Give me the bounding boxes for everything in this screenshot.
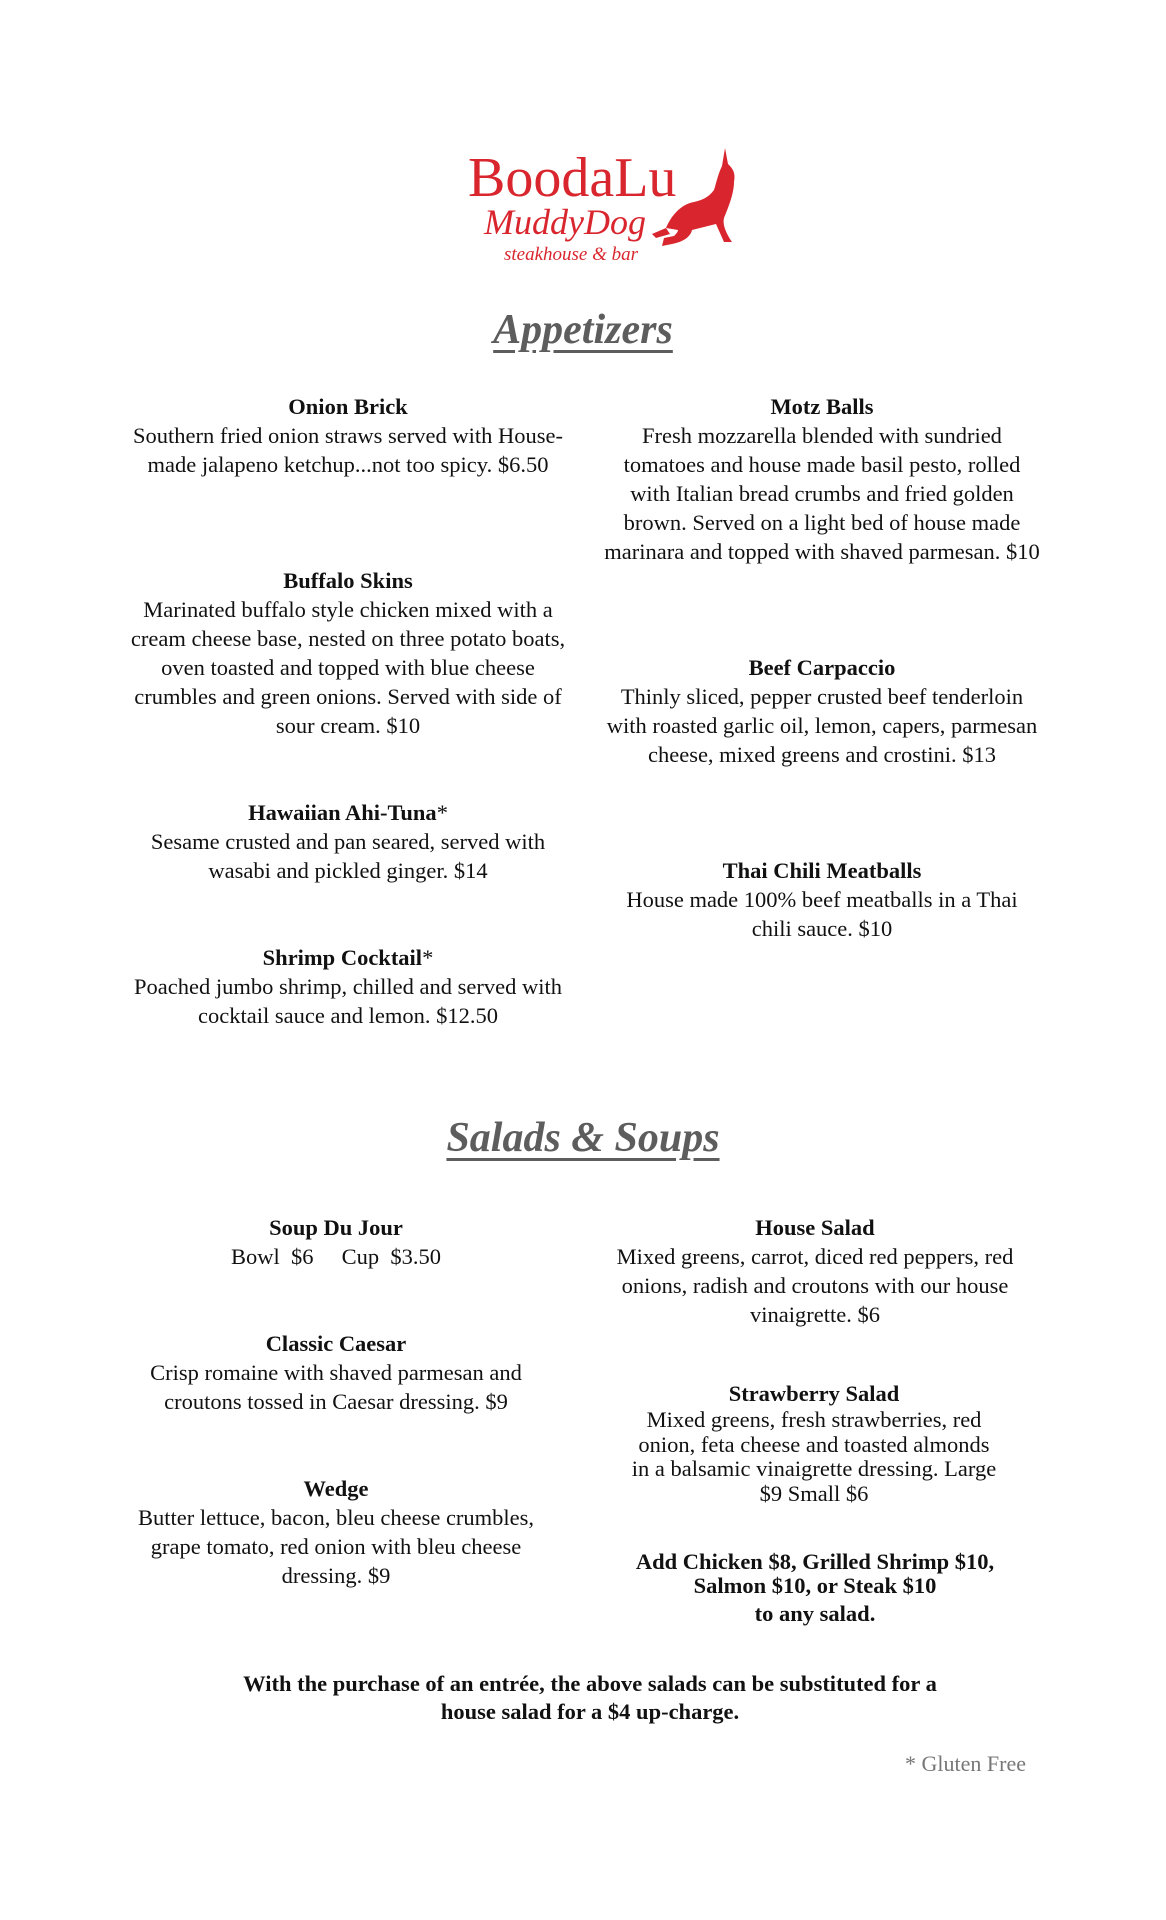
item-description: Mixed greens, carrot, diced red peppers, red onions, radish and croutons with our house vinaigrette. $6 xyxy=(616,1244,1014,1327)
menu-item-wedge xyxy=(126,1474,546,1590)
salad-addon-note xyxy=(600,1548,1030,1628)
item-name: Hawaiian Ahi-Tuna xyxy=(248,800,437,825)
salads-soups-heading: Salads & Soups xyxy=(446,1115,720,1161)
item-description: Mixed greens, fresh strawberries, red onion, feta cheese and toasted almonds in a balsamic vinaigrette dressing. Large $9 Small $6 xyxy=(631,1407,997,1506)
menu-item-soup-du-jour xyxy=(126,1213,546,1271)
gluten-free-marker: * xyxy=(422,945,434,970)
item-name: Classic Caesar xyxy=(265,1331,407,1356)
addon-line-2: Salmon $10, or Steak $10 xyxy=(693,1573,937,1598)
menu-item-thai-chili-meatballs xyxy=(604,856,1040,943)
item-name: Strawberry Salad xyxy=(728,1381,900,1406)
menu-item-onion-brick xyxy=(130,392,566,479)
item-name: Onion Brick xyxy=(288,394,408,419)
substitution-line-1: With the purchase of an entrée, the above salads can be substituted for a xyxy=(243,1671,937,1696)
item-name: Thai Chili Meatballs xyxy=(722,858,922,883)
salad-substitution-note xyxy=(160,1670,1020,1726)
item-description: House made 100% beef meatballs in a Thai chili sauce. $10 xyxy=(626,887,1018,941)
addon-line-3: to any salad. xyxy=(754,1601,876,1626)
item-description: Fresh mozzarella blended with sundried tomatoes and house made basil pesto, rolled with Italian bread crumbs and fried golden brown. Served on a light bed of house made marinara and topped with shaved parmesan. $10 xyxy=(604,423,1040,564)
item-description: Southern fried onion straws served with House-made jalapeno ketchup...not too spicy. $6.50 xyxy=(133,423,563,477)
item-name: Beef Carpaccio xyxy=(748,655,896,680)
menu-item-shrimp-cocktail xyxy=(130,943,566,1030)
appetizers-heading: Appetizers xyxy=(493,307,673,353)
menu-item-beef-carpaccio xyxy=(604,653,1040,769)
item-description: Marinated buffalo style chicken mixed with a cream cheese base, nested on three potato boats, oven toasted and topped with blue cheese crumbles and green onions. Served with side of sour cream. $10 xyxy=(130,597,566,738)
menu-item-strawberry-salad xyxy=(628,1380,1000,1506)
menu-item-hawaiian-ahi-tuna xyxy=(130,798,566,885)
item-description: Thinly sliced, pepper crusted beef tenderloin with roasted garlic oil, lemon, capers, parmesan cheese, mixed greens and crostini. $13 xyxy=(606,684,1038,767)
brand-logo xyxy=(466,138,736,268)
gluten-free-marker: * xyxy=(436,800,448,825)
menu-item-motz-balls xyxy=(604,392,1040,566)
menu-item-buffalo-skins xyxy=(130,566,566,740)
menu-item-house-salad xyxy=(600,1213,1030,1329)
item-name: Buffalo Skins xyxy=(283,568,413,593)
item-description: Butter lettuce, bacon, bleu cheese crumbles, grape tomato, red onion with bleu cheese dressing. $9 xyxy=(137,1505,535,1588)
logo-tagline: steakhouse & bar xyxy=(504,244,639,265)
item-description: Sesame crusted and pan seared, served with wasabi and pickled ginger. $14 xyxy=(150,829,546,883)
item-name: Shrimp Cocktail xyxy=(262,945,423,970)
addon-line-1: Add Chicken $8, Grilled Shrimp $10, xyxy=(635,1549,995,1574)
item-name: Wedge xyxy=(303,1476,369,1501)
menu-item-classic-caesar xyxy=(126,1329,546,1416)
item-name: Soup Du Jour xyxy=(269,1215,403,1240)
item-name: House Salad xyxy=(755,1215,875,1240)
logo-name-line1: BoodaLu xyxy=(468,147,677,209)
logo-name-line2: MuddyDog xyxy=(484,202,646,242)
item-description: Crisp romaine with shaved parmesan and croutons tossed in Caesar dressing. $9 xyxy=(150,1360,522,1414)
item-description: Poached jumbo shrimp, chilled and served with cocktail sauce and lemon. $12.50 xyxy=(133,974,563,1028)
item-description: Bowl $6 Cup $3.50 xyxy=(230,1244,441,1269)
logo-graphic xyxy=(466,138,736,268)
gluten-free-footnote: * Gluten Free xyxy=(905,1751,1026,1776)
substitution-line-2: house salad for a $4 up-charge. xyxy=(440,1699,740,1724)
item-name: Motz Balls xyxy=(770,394,874,419)
